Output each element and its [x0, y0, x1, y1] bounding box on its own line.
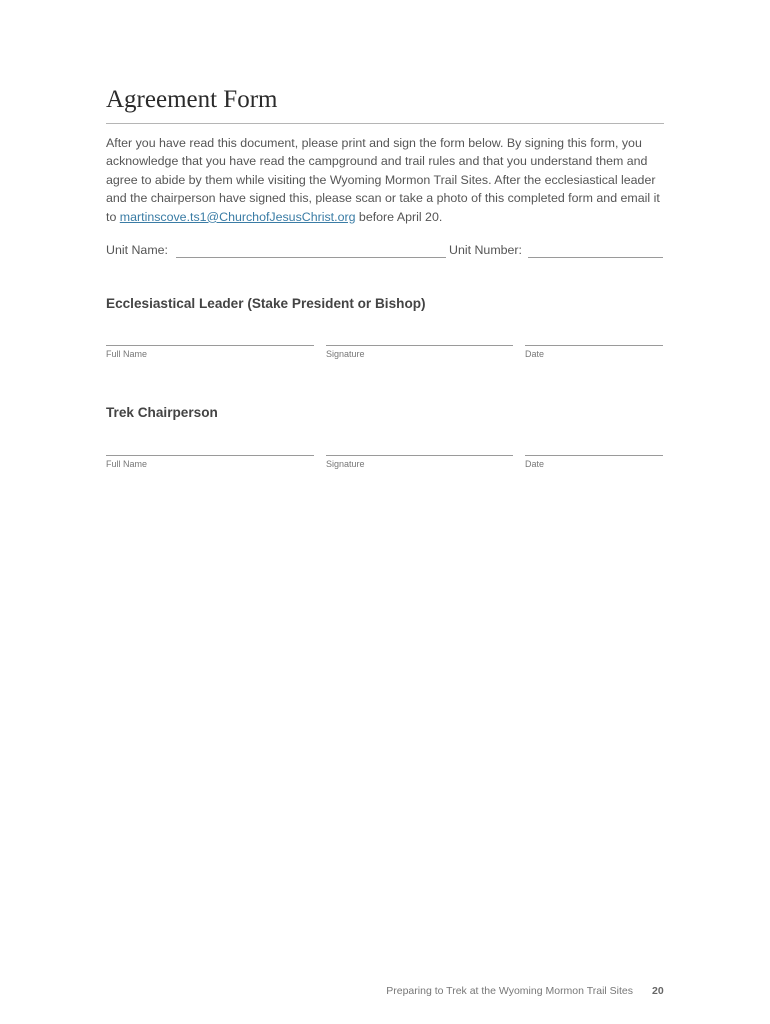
- chair-full-name-field[interactable]: [106, 455, 314, 456]
- chair-date-label: Date: [525, 459, 545, 469]
- leader-full-name-label: Full Name: [106, 349, 148, 359]
- chair-signature-label: Signature: [326, 459, 365, 469]
- title-divider: [106, 123, 664, 124]
- intro-text-end: before April 20.: [355, 209, 443, 224]
- leader-signature-field[interactable]: [326, 345, 513, 346]
- unit-number-label: Unit Number:: [449, 243, 522, 257]
- leader-full-name-field[interactable]: [106, 345, 314, 346]
- page-title: Agreement Form: [106, 86, 278, 113]
- chair-date-field[interactable]: [525, 455, 663, 456]
- intro-text: After you have read this document, please print and sign the form below. By signing this form, you acknowledge that you have read the campground and trail rules and that you understand them and agree to abide by them while visiting the Wyoming Mormon Trail Sites. After the ecclesiastical leader and the chairperson have signed this, please scan or take a photo of this completed form and email it to: [106, 136, 660, 224]
- page-number: 20: [652, 985, 664, 997]
- trek-chairperson-heading: Trek Chairperson: [106, 405, 218, 420]
- chair-signature-field[interactable]: [326, 455, 513, 456]
- leader-date-field[interactable]: [525, 345, 663, 346]
- unit-name-label: Unit Name:: [106, 243, 168, 257]
- ecclesiastical-leader-heading: Ecclesiastical Leader (Stake President or Bishop): [106, 296, 426, 311]
- leader-signature-label: Signature: [326, 349, 365, 359]
- unit-name-field[interactable]: [176, 257, 446, 258]
- leader-date-label: Date: [525, 349, 545, 359]
- email-link[interactable]: martinscove.ts1@ChurchofJesusChrist.org: [119, 209, 356, 224]
- unit-number-field[interactable]: [528, 257, 663, 258]
- footer-title: Preparing to Trek at the Wyoming Mormon Trail Sites: [386, 985, 633, 997]
- intro-paragraph: [106, 134, 666, 226]
- chair-full-name-label: Full Name: [106, 459, 148, 469]
